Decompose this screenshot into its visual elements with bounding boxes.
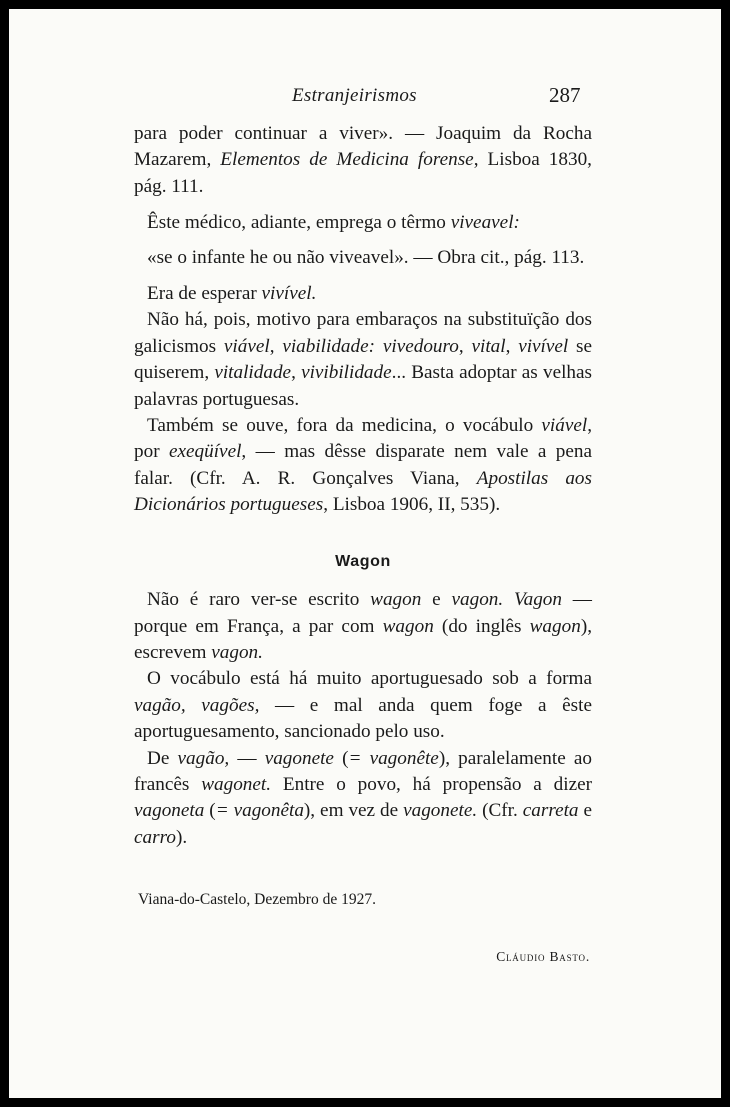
paragraph: De vagão, — vagonete (= vagonête), paralelamente ao francês wagonet. Entre o povo, há propensão a dizer vagoneta (= vagonêta), em vez de vagonete. (Cfr. carreta e carro).: [134, 747, 592, 848]
author-signature: Cláudio Basto.: [496, 948, 590, 964]
paragraph: Não é raro ver-se escrito wagon e vagon. Vagon — porque em França, a par com wagon (do inglês wagon), escrevem vagon.: [134, 589, 592, 663]
section-heading: Wagon: [335, 552, 391, 570]
paragraph: Também se ouve, fora da medicina, o vocábulo viável, por exeqüível, — mas dêsse disparate nem vale a pena falar. (Cfr. A. R. Gonçalves Viana, Apostilas aos Dicionários portugueses, Lisboa 1906, II, 535).: [134, 415, 593, 516]
paragraph: Era de esperar vivível.: [147, 283, 317, 305]
page-body: [134, 121, 592, 970]
page-header: [9, 79, 721, 109]
place-date: Viana-do-Castelo, Dezembro de 1927.: [138, 891, 376, 909]
quotation: «se o infante he ou não viveavel». — Obra cit., pág. 113.: [147, 246, 585, 268]
book-page: [9, 9, 721, 1098]
page-number: 287: [549, 83, 581, 107]
paragraph: Não há, pois, motivo para embaraços na substituïção dos galicismos viável, viabilidade: vivedouro, vital, vivível se quiserem, vitalidade, vivibilidade... Basta adoptar as velhas palavras portuguesas.: [134, 309, 593, 410]
running-title: Estranjeirismos: [292, 85, 417, 106]
paragraph: O vocábulo está há muito aportuguesado sob a forma vagão, vagões, — e mal anda quem foge a êste aportuguesamento, sancionado pelo uso.: [134, 668, 592, 743]
paragraph: Êste médico, adiante, emprega o têrmo viveavel:: [147, 212, 520, 234]
paragraph: para poder continuar a viver». — Joaquim da Rocha Mazarem, Elementos de Medicina forense, Lisboa 1830, pág. 111.: [134, 123, 592, 197]
